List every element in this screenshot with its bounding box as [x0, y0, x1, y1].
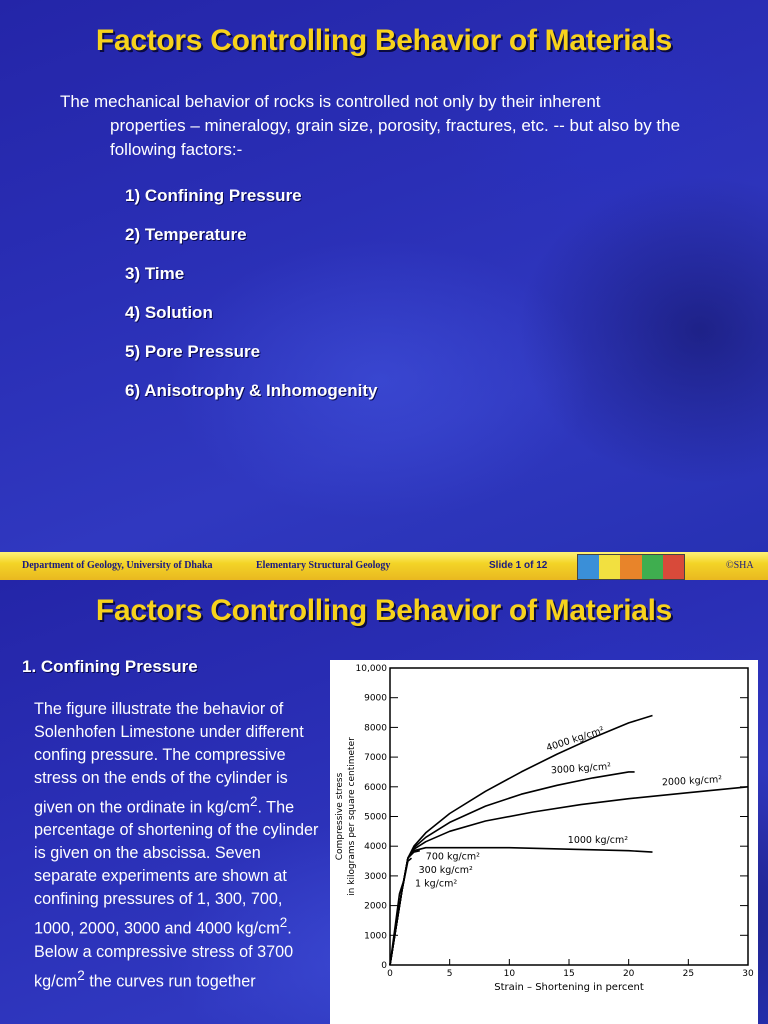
y-tick-label: 0	[381, 961, 387, 971]
y-tick-label: 3000	[364, 871, 387, 882]
y-axis-label-units: in kilograms per square centimeter	[347, 737, 357, 896]
body-superscript: 2	[279, 915, 288, 931]
y-tick-label: 9000	[364, 693, 387, 704]
intro-line-1: The mechanical behavior of rocks is controlled not only by their inherent	[60, 92, 601, 111]
y-tick-label: 2000	[364, 901, 387, 912]
x-tick-label: 5	[446, 969, 453, 979]
logo-stripe	[642, 555, 663, 579]
y-tick-label: 8000	[364, 723, 387, 734]
factor-item: 5) Pore Pressure	[125, 342, 261, 361]
x-tick-label: 0	[387, 969, 393, 979]
factor-item: 1) Confining Pressure	[125, 186, 302, 205]
figure-description	[34, 698, 324, 993]
x-tick-label: 10	[503, 969, 516, 979]
y-tick-label: 1000	[364, 931, 387, 942]
series-label: 2000 kg/cm²	[661, 774, 723, 789]
slide-2-title: Factors Controlling Behavior of Materials	[95, 594, 673, 627]
x-tick-label: 15	[563, 969, 575, 979]
logo-stripe	[663, 555, 684, 579]
footer-copyright: ©SHA	[726, 560, 754, 571]
series-label: 1000 kg/cm²	[567, 835, 629, 847]
factor-item: 3) Time	[125, 264, 185, 283]
factor-item: 4) Solution	[125, 303, 213, 322]
y-axis-label: Compressive stress	[335, 772, 345, 861]
section-heading: 1. Confining Pressure	[22, 657, 198, 676]
footer-slide-number: Slide 1 of 12	[489, 560, 548, 571]
intro-paragraph	[60, 90, 710, 162]
slide-2	[0, 580, 768, 1024]
footer-department: Department of Geology, University of Dhaka	[22, 560, 213, 571]
series-line	[390, 851, 420, 965]
series-line	[390, 858, 412, 965]
x-tick-label: 20	[622, 969, 635, 979]
factor-item: 2) Temperature	[125, 225, 247, 244]
geology-logo-icon	[577, 554, 685, 580]
footer-course: Elementary Structural Geology	[256, 560, 391, 571]
body-text-part: . The percentage of shortening of the cylinder is given on the abscissa. Seven separate experiments are shown at confining pressures of 1, 300, 700, 1000, 2000, 3000 and 4000 kg/cm	[34, 798, 319, 938]
stress-strain-figure	[330, 660, 758, 1024]
body-text-part: the curves run together	[84, 972, 256, 991]
series-label: 1 kg/cm²	[415, 878, 458, 890]
slide-footer	[0, 552, 768, 580]
series-label: 700 kg/cm²	[425, 851, 480, 863]
logo-stripe	[620, 555, 641, 579]
body-text-part: The figure illustrate the behavior of Solenhofen Limestone under different confing pressure. The compressive stress on the ends of the cylinder is given on the ordinate in kg/cm	[34, 700, 304, 817]
x-axis-label: Strain – Shortening in percent	[494, 982, 644, 993]
series-label: 4000 kg/cm²	[545, 724, 606, 755]
y-tick-label: 4000	[364, 842, 387, 853]
logo-stripe	[599, 555, 620, 579]
y-tick-label: 7000	[364, 753, 387, 764]
slide-1-title: Factors Controlling Behavior of Materials	[95, 24, 673, 57]
y-tick-label: 5000	[364, 812, 387, 823]
stress-strain-chart	[330, 660, 758, 1024]
y-tick-label: 10,000	[355, 664, 387, 674]
factor-list	[125, 185, 377, 419]
body-superscript: 2	[249, 794, 258, 809]
logo-stripe	[578, 555, 599, 579]
y-tick-label: 6000	[364, 782, 387, 793]
series-label: 3000 kg/cm²	[550, 761, 612, 777]
body-superscript: 2	[77, 967, 85, 983]
body-text-part: . Below a compressive stress of 3700 kg/cm	[34, 919, 294, 991]
intro-continuation: properties – mineralogy, grain size, porosity, fractures, etc. -- but also by the following factors:-	[110, 116, 681, 159]
x-tick-label: 30	[742, 969, 754, 979]
x-tick-label: 25	[682, 969, 695, 979]
plot-frame	[390, 668, 748, 965]
series-label: 300 kg/cm²	[418, 864, 473, 876]
factor-item: 6) Anisotrophy & Inhomogenity	[125, 381, 378, 400]
